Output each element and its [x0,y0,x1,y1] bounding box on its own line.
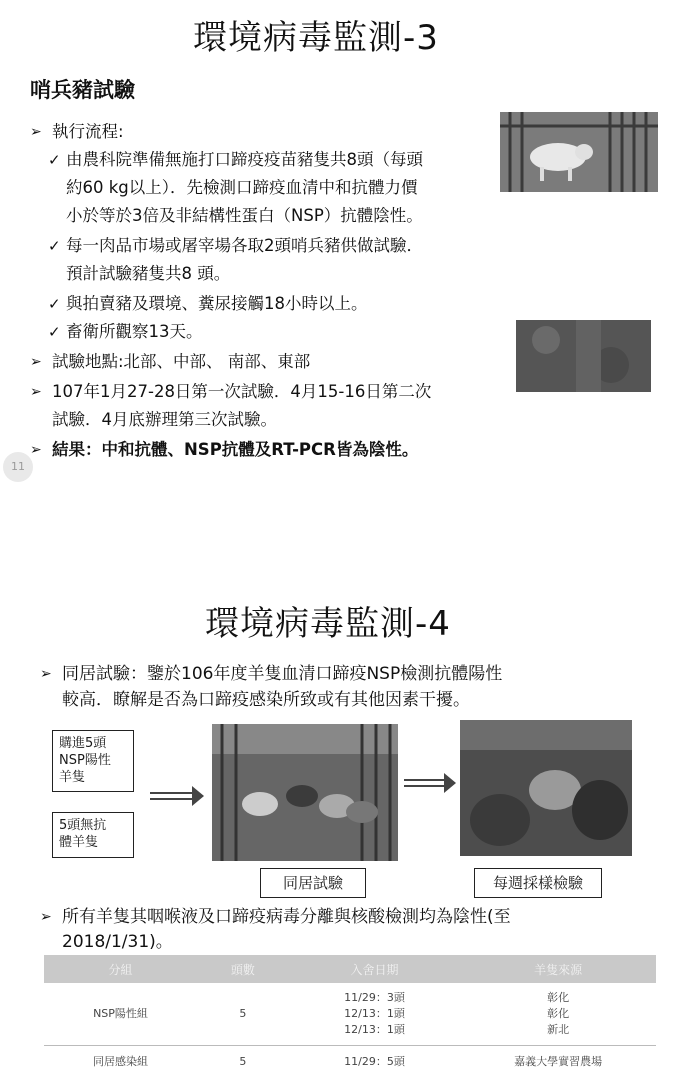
cell-sources: 彰化 彰化 新北 [460,983,656,1046]
arrow-right-icon-2 [404,779,444,787]
pig-pen-graphic [500,112,658,192]
check-item-2-line2: 預計試驗豬隻共8 頭。 [66,262,230,286]
check-item-4: ✓ 畜衛所觀察13天。 [66,320,203,344]
check-item-3: ✓ 與拍賣豬及環境、糞尿接觸18小時以上。 [66,292,368,316]
cell-sources: 嘉義大學實習農場 [460,1046,656,1078]
table-header-row [44,955,656,983]
caption-weekly-sampling: 每週採樣檢驗 [474,868,602,898]
result-line1: ➢ 所有羊隻其咽喉液及口蹄疫病毒分離與核酸檢測均為陰性(至 [62,905,511,929]
intro-line1: ➢ 同居試驗：鑒於106年度羊隻血清口蹄疫NSP檢測抗體陽性 [62,662,502,686]
caption-cohabitation: 同居試驗 [260,868,366,898]
goats-in-pen-photo [212,724,398,861]
goats-in-pen-graphic [212,724,398,861]
arrow-right-icon-1 [150,792,192,800]
intro-line2: 較高．瞭解是否為口蹄疫感染所致或有其他因素干擾。 [62,688,470,712]
bullet-schedule-line1: ➢ 107年1月27-28日第一次試驗．4月15-16日第二次 [52,380,431,404]
header-group: 分組 [44,955,197,983]
slide1-subtitle: 哨兵豬試驗 [30,74,135,104]
slide2-title: 環境病毒監測-4 [205,596,451,645]
cell-count: 5 [197,1046,289,1078]
page-number-badge: 11 [3,452,33,482]
cohabitation-table [44,955,656,1078]
check-item-1-line1: ✓ 由農科院準備無施打口蹄疫疫苗豬隻共8頭（每頭 [66,148,423,172]
bullet-result: ➢ 結果：中和抗體、NSP抗體及RT-PCR皆為陰性。 [52,438,418,462]
bullet-process: ➢ 執行流程: [52,120,124,144]
sampling-photo [460,720,632,856]
cell-group: 同居感染組 [44,1046,197,1078]
box-nsp-positive-sheep: 購進5頭 NSP陽性 羊隻 [52,730,134,792]
slide1-title: 環境病毒監測-3 [193,10,439,59]
table-row [44,983,656,1046]
cell-count: 5 [197,983,289,1046]
bullet-schedule-line2: 試驗．4月底辦理第三次試驗。 [52,408,277,432]
cell-dates: 11/29：5頭 [289,1046,460,1078]
floor-graphic [516,320,651,392]
pig-pen-photo [500,112,658,192]
header-entry-date: 入舍日期 [289,955,460,983]
header-count: 頭數 [197,955,289,983]
cell-dates: 11/29：3頭 12/13：1頭 12/13：1頭 [289,983,460,1046]
check-item-2-line1: ✓ 每一肉品市場或屠宰場各取2頭哨兵豬供做試驗． [66,234,423,258]
table-row [44,1046,656,1078]
bullet-location: ➢ 試驗地點:北部、中部、 南部、東部 [52,350,310,374]
sampling-graphic [460,720,632,856]
header-source: 羊隻來源 [460,955,656,983]
check-item-1-line2: 約60 kg以上）．先檢測口蹄疫血清中和抗體力價 [66,176,418,200]
box-no-antibody-sheep: 5頭無抗 體羊隻 [52,812,134,858]
floor-photo [516,320,651,392]
check-item-1-line3: 小於等於3倍及非結構性蛋白（NSP）抗體陰性。 [66,204,423,228]
cell-group: NSP陽性組 [44,983,197,1046]
result-line2: 2018/1/31)。 [62,930,173,954]
